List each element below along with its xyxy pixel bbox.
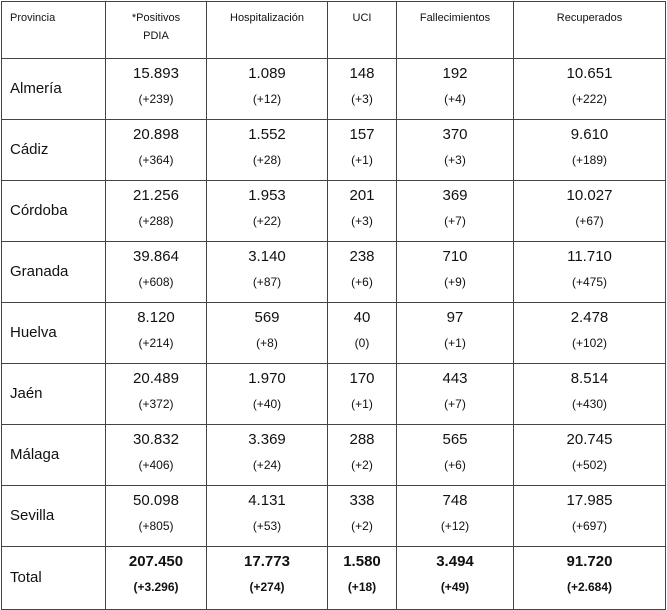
recuperados-delta: (+67)	[575, 214, 604, 228]
cell-hospitalizacion	[207, 425, 328, 486]
cell-recuperados	[514, 547, 666, 610]
province-name: Jaén	[2, 364, 106, 425]
cell-uci	[328, 547, 397, 610]
cell-positivos	[106, 303, 207, 364]
recuperados-delta: (+475)	[571, 275, 608, 289]
cell-hospitalizacion	[207, 181, 328, 242]
hospitalizacion-value: 4.131	[248, 492, 286, 509]
recuperados-delta: (+697)	[571, 519, 608, 533]
recuperados-value: 17.985	[566, 492, 613, 509]
province-name: Total	[2, 547, 106, 610]
hospitalizacion-delta: (+87)	[252, 275, 282, 289]
table-row	[2, 364, 666, 425]
cell-hospitalizacion	[207, 242, 328, 303]
uci-value: 201	[349, 187, 375, 204]
uci-delta: (+2)	[351, 458, 373, 472]
cell-positivos	[106, 425, 207, 486]
uci-delta: (0)	[354, 336, 370, 350]
cell-positivos	[106, 59, 207, 120]
fallecimientos-value: 97	[446, 309, 464, 326]
fallecimientos-delta: (+9)	[444, 275, 466, 289]
positivos-value: 15.893	[133, 65, 179, 82]
cell-recuperados	[514, 59, 666, 120]
table-header-row	[2, 2, 666, 59]
fallecimientos-value: 748	[442, 492, 468, 509]
province-name: Granada	[2, 242, 106, 303]
cell-uci	[328, 425, 397, 486]
recuperados-value: 91.720	[566, 553, 613, 570]
uci-delta: (+1)	[351, 397, 373, 411]
header-positivos-line1: *Positivos	[131, 12, 181, 24]
hospitalizacion-delta: (+274)	[249, 580, 285, 594]
cell-uci	[328, 242, 397, 303]
cell-uci	[328, 303, 397, 364]
recuperados-value: 20.745	[566, 431, 613, 448]
cell-hospitalizacion	[207, 59, 328, 120]
positivos-value: 30.832	[133, 431, 179, 448]
fallecimientos-value: 369	[442, 187, 468, 204]
fallecimientos-delta: (+7)	[444, 397, 466, 411]
header-recuperados: Recuperados	[514, 2, 666, 59]
hospitalizacion-value: 17.773	[244, 553, 290, 570]
uci-value: 1.580	[343, 553, 381, 570]
positivos-value: 207.450	[128, 553, 184, 570]
hospitalizacion-value: 1.970	[248, 370, 286, 387]
hospitalizacion-value: 569	[254, 309, 280, 326]
recuperados-delta: (+102)	[571, 336, 608, 350]
positivos-delta: (+364)	[138, 153, 174, 167]
hospitalizacion-value: 1.552	[248, 126, 286, 143]
positivos-delta: (+608)	[138, 275, 174, 289]
cell-recuperados	[514, 303, 666, 364]
recuperados-delta: (+189)	[571, 153, 608, 167]
recuperados-value: 9.610	[570, 126, 609, 143]
positivos-delta: (+372)	[138, 397, 174, 411]
uci-delta: (+18)	[347, 580, 377, 594]
hospitalizacion-delta: (+22)	[252, 214, 282, 228]
fallecimientos-delta: (+7)	[444, 214, 466, 228]
recuperados-delta: (+502)	[571, 458, 608, 472]
positivos-value: 39.864	[133, 248, 179, 265]
cell-fallecimientos	[397, 120, 514, 181]
cell-uci	[328, 486, 397, 547]
province-name: Córdoba	[2, 181, 106, 242]
cell-hospitalizacion	[207, 547, 328, 610]
table-row	[2, 242, 666, 303]
cell-recuperados	[514, 425, 666, 486]
cell-hospitalizacion	[207, 120, 328, 181]
hospitalizacion-delta: (+53)	[252, 519, 282, 533]
cell-positivos	[106, 547, 207, 610]
cell-recuperados	[514, 486, 666, 547]
uci-delta: (+6)	[351, 275, 373, 289]
uci-value: 338	[349, 492, 375, 509]
cell-fallecimientos	[397, 181, 514, 242]
table-row	[2, 120, 666, 181]
table-row	[2, 486, 666, 547]
fallecimientos-delta: (+3)	[444, 153, 466, 167]
table-row	[2, 303, 666, 364]
uci-value: 288	[349, 431, 375, 448]
province-name: Málaga	[2, 425, 106, 486]
cell-hospitalizacion	[207, 364, 328, 425]
uci-delta: (+3)	[351, 92, 373, 106]
uci-value: 238	[349, 248, 375, 265]
province-name: Almería	[2, 59, 106, 120]
header-provincia: Provincia	[2, 2, 106, 59]
fallecimientos-delta: (+4)	[444, 92, 466, 106]
positivos-value: 20.489	[133, 370, 179, 387]
covid-province-table	[1, 1, 666, 610]
header-fallecimientos: Fallecimientos	[397, 2, 514, 59]
hospitalizacion-value: 1.089	[248, 65, 286, 82]
uci-value: 148	[349, 65, 375, 82]
hospitalizacion-delta: (+8)	[256, 336, 278, 350]
cell-fallecimientos	[397, 59, 514, 120]
hospitalizacion-delta: (+12)	[252, 92, 282, 106]
table-body	[2, 59, 666, 610]
fallecimientos-value: 565	[442, 431, 468, 448]
header-positivos	[106, 2, 207, 59]
cell-uci	[328, 364, 397, 425]
cell-fallecimientos	[397, 425, 514, 486]
cell-uci	[328, 181, 397, 242]
fallecimientos-value: 3.494	[436, 553, 474, 570]
recuperados-delta: (+430)	[571, 397, 608, 411]
fallecimientos-value: 192	[442, 65, 468, 82]
fallecimientos-delta: (+12)	[440, 519, 470, 533]
table-total-row	[2, 547, 666, 610]
positivos-value: 21.256	[133, 187, 179, 204]
cell-positivos	[106, 486, 207, 547]
fallecimientos-value: 710	[442, 248, 468, 265]
header-positivos-line2: PDIA	[143, 30, 169, 42]
cell-positivos	[106, 181, 207, 242]
recuperados-value: 10.027	[566, 187, 613, 204]
fallecimientos-delta: (+49)	[440, 580, 470, 594]
positivos-delta: (+406)	[138, 458, 174, 472]
hospitalizacion-value: 3.140	[248, 248, 286, 265]
cell-positivos	[106, 364, 207, 425]
cell-recuperados	[514, 242, 666, 303]
cell-fallecimientos	[397, 303, 514, 364]
positivos-delta: (+3.296)	[133, 580, 179, 594]
hospitalizacion-value: 1.953	[248, 187, 286, 204]
fallecimientos-value: 443	[442, 370, 468, 387]
cell-recuperados	[514, 364, 666, 425]
recuperados-value: 11.710	[567, 248, 612, 265]
province-name: Huelva	[2, 303, 106, 364]
recuperados-delta: (+222)	[571, 92, 608, 106]
recuperados-value: 2.478	[570, 309, 609, 326]
cell-positivos	[106, 242, 207, 303]
table-row	[2, 425, 666, 486]
fallecimientos-delta: (+6)	[444, 458, 466, 472]
uci-value: 170	[349, 370, 375, 387]
cell-hospitalizacion	[207, 303, 328, 364]
province-name: Sevilla	[2, 486, 106, 547]
cell-recuperados	[514, 120, 666, 181]
positivos-delta: (+805)	[138, 519, 174, 533]
uci-value: 40	[353, 309, 371, 326]
hospitalizacion-delta: (+40)	[252, 397, 282, 411]
cell-fallecimientos	[397, 486, 514, 547]
header-uci: UCI	[328, 2, 397, 59]
province-name: Cádiz	[2, 120, 106, 181]
cell-fallecimientos	[397, 242, 514, 303]
recuperados-value: 8.514	[570, 370, 609, 387]
cell-uci	[328, 120, 397, 181]
uci-delta: (+1)	[351, 153, 373, 167]
table-row	[2, 59, 666, 120]
positivos-value: 8.120	[137, 309, 175, 326]
positivos-value: 20.898	[133, 126, 179, 143]
fallecimientos-delta: (+1)	[444, 336, 466, 350]
hospitalizacion-delta: (+28)	[252, 153, 282, 167]
header-hospitalizacion: Hospitalización	[207, 2, 328, 59]
positivos-delta: (+288)	[138, 214, 174, 228]
cell-positivos	[106, 120, 207, 181]
cell-recuperados	[514, 181, 666, 242]
cell-fallecimientos	[397, 364, 514, 425]
positivos-delta: (+239)	[138, 92, 174, 106]
recuperados-delta: (+2.684)	[566, 580, 613, 594]
cell-fallecimientos	[397, 547, 514, 610]
hospitalizacion-value: 3.369	[248, 431, 286, 448]
hospitalizacion-delta: (+24)	[252, 458, 282, 472]
uci-value: 157	[349, 126, 375, 143]
uci-delta: (+2)	[351, 519, 373, 533]
cell-uci	[328, 59, 397, 120]
positivos-delta: (+214)	[138, 336, 174, 350]
cell-hospitalizacion	[207, 486, 328, 547]
positivos-value: 50.098	[133, 492, 179, 509]
uci-delta: (+3)	[351, 214, 373, 228]
fallecimientos-value: 370	[442, 126, 468, 143]
recuperados-value: 10.651	[566, 65, 613, 82]
table-row	[2, 181, 666, 242]
